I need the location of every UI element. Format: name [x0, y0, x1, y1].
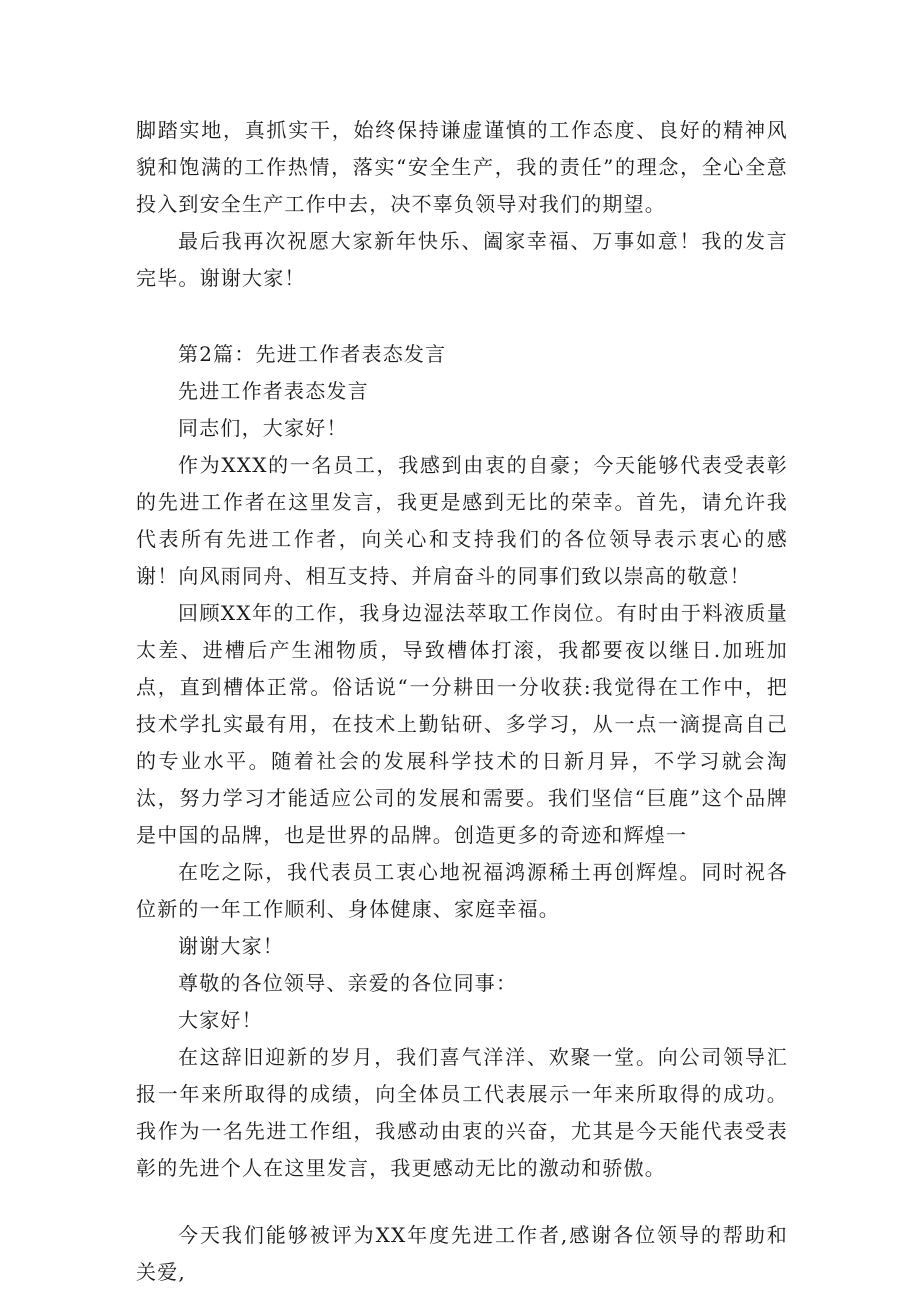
paragraph-intro: 作为XXX的一名员工，我感到由衷的自豪；今天能够代表受表彰的先进工作者在这里发言，我更是感到无比的荣幸。首先，请允许我代表所有先进工作者，向关心和支持我们的各位领导表示衷心的感谢！向风雨同舟、相互支持、并肩奋斗的同事们致以崇高的敬意！ [136, 453, 788, 588]
greeting-2: 大家好！ [178, 1008, 263, 1032]
paragraph-1: 脚踏实地，真抓实干，始终保持谦虚谨慎的工作态度、良好的精神风貌和饱满的工作热情，落实“安全生产，我的责任”的理念，全心全意投入到安全生产工作中去，决不辜负领导对我们的期望。 [136, 118, 788, 216]
speech-title: 先进工作者表态发言 [178, 379, 369, 403]
salutation: 尊敬的各位领导、亲爱的各位同事： [178, 971, 518, 995]
paragraph-review: 回顾XX年的工作，我身边湿法萃取工作岗位。有时由于料液质量太差、进槽后产生湘物质，导致槽体打滚，我都要夜以继日.加班加点，直到槽体正常。俗话说“一分耕田一分收获:我觉得在工作中，把技术学扎实最有用，在技术上勤钻研、多学习，从一点一滴提高自己的专业水平。随着社会的发展科学技术的日新月异，不学习就会淘汰，努力学习才能适应公司的发展和需要。我们坚信“巨鹿”这个品牌是中国的品牌，也是世界的品牌。创造更多的奇迹和辉煌一 [136, 601, 788, 847]
paragraph-wishes: 在吃之际，我代表员工衷心地祝福鸿源稀土再创辉煌。同时祝各位新的一年工作顺利、身体健康、家庭幸福。 [136, 860, 788, 921]
paragraph-gap [136, 1187, 788, 1217]
section-gap [136, 297, 788, 336]
paragraph-new-year: 在这辞旧迎新的岁月，我们喜气洋洋、欢聚一堂。向公司领导汇报一年来所取得的成绩，向全体员工代表展示一年来所取得的成功。我作为一名先进工作组，我感动由衷的兴奋，尤其是今天能代表受表彰的先进个人在这里发言，我更感动无比的激动和骄傲。 [136, 1045, 788, 1180]
section-heading: 第2篇：先进工作者表态发言 [178, 342, 447, 366]
document-body [136, 112, 788, 1291]
thanks-line: 谢谢大家！ [178, 934, 284, 958]
paragraph-2: 最后我再次祝愿大家新年快乐、阖家幸福、万事如意！我的发言完毕。谢谢大家！ [136, 229, 788, 290]
greeting: 同志们，大家好！ [178, 416, 348, 440]
paragraph-award: 今天我们能够被评为XX年度先进工作者,感谢各位领导的帮助和关爱, [136, 1223, 788, 1284]
